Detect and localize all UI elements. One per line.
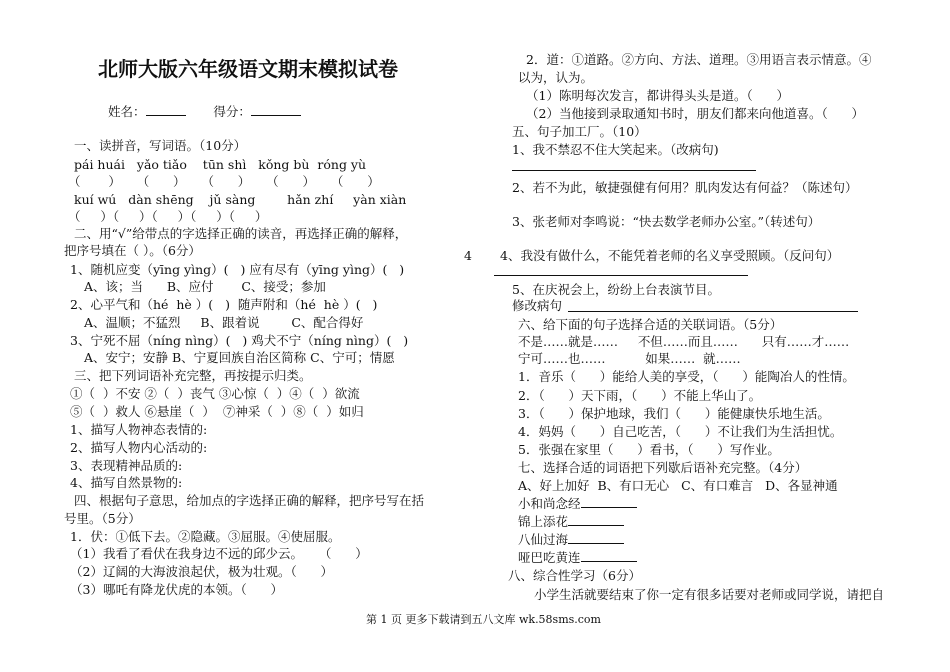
score-label: 得分： — [213, 104, 251, 119]
page-number: 4 — [464, 248, 472, 263]
q4-sentence-2: （2）辽阔的大海波浪起伏，极为壮观。（ ） — [70, 564, 334, 579]
q7-item-4 — [518, 550, 637, 566]
answer-line-5 — [568, 311, 858, 312]
q7-options: A、好上加好 B、有口无心 C、有口难言 D、各显神通 — [518, 478, 838, 493]
answer-line-1 — [512, 170, 756, 171]
q4-definition-1: 1．伏：①低下去。②隐藏。③屈服。④使屈服。 — [70, 529, 341, 544]
q6-sentence-3: 3．（ ）保护地球，我们（ ）能健康快乐地生活。 — [518, 406, 830, 421]
q6-sentence-5: 5．张强在家里（ ）看书，（ ）写作业。 — [518, 442, 780, 457]
section-4-heading-cont: 号里。（5分） — [64, 511, 141, 526]
q4-sentence-4: （1）陈明每次发言，都讲得头头是道。（ ） — [526, 88, 790, 103]
q7-item-2-blank — [568, 514, 624, 526]
q6-sentence-2: 2．（ ）天下雨，（ ）不能上华山了。 — [518, 388, 762, 403]
score-blank — [251, 104, 301, 116]
q5-item-3: 3、张老师对李鸣说：“快去数学老师办公室。”（转述句） — [512, 214, 821, 229]
q2-item-2: 2、心平气和（hé hè ）( ) 随声附和（hé hè ）( ) — [70, 297, 378, 312]
section-2-heading: 二、用“√”给带点的字选择正确的读音，再选择正确的解释， — [74, 226, 408, 241]
q3-category-3: 3、表现精神品质的: — [70, 458, 183, 473]
q7-item-3-text: 八仙过海 — [518, 532, 569, 547]
q6-sentence-4: 4．妈妈（ ）自己吃苦，（ ）不让我们为生活担忧。 — [518, 424, 843, 439]
q7-item-2 — [518, 514, 624, 530]
section-2-heading-cont: 把序号填在（ ）。（6分） — [64, 243, 201, 258]
q6-options-row-2: 宁可……也…… 如果…… 就…… — [518, 351, 741, 366]
section-3-heading: 三、把下列词语补充完整，再按提示归类。 — [74, 368, 312, 383]
section-7-heading: 七、选择合适的词语把下列歇后语补充完整。（4分） — [518, 460, 808, 475]
q4-sentence-5: （2）当他接到录取通知书时，朋友们都来向他道喜。（ ） — [526, 106, 865, 121]
q7-item-3 — [518, 532, 624, 548]
page-title: 北师大版六年级语文期末模拟试卷 — [98, 57, 398, 81]
page-footer: 第 1 页 更多下载请到五八文库 wk.58sms.com — [366, 613, 601, 626]
q3-words-row-2: ⑤（ ）救人 ⑥悬崖（ ） ⑦神采（ ）⑧（ ）如归 — [70, 404, 364, 419]
q3-category-1: 1、描写人物神态表情的: — [70, 422, 208, 437]
name-label: 姓名： — [108, 104, 146, 119]
q7-item-1-text: 小和尚念经 — [518, 496, 581, 511]
q4-sentence-3: （3）哪吒有降龙伏虎的本领。（ ） — [70, 582, 284, 597]
blank-row-1: （ ） （ ） （ ） （ ） （ ） — [68, 174, 380, 189]
section-8-prompt: 小学生活就要结束了你一定有很多话要对老师或同学说，请把自 — [534, 587, 885, 602]
q2-item-3: 3、宁死不屈（níng nìng）( ) 鸡犬不宁（níng nìng）( ) — [70, 333, 409, 348]
q4-definition-2-cont: 以为，认为。 — [518, 70, 594, 85]
section-4-heading: 四、根据句子意思，给加点的字选择正确的解释，把序号写在括 — [74, 493, 425, 508]
q3-category-4: 4、描写自然景物的: — [70, 475, 183, 490]
q7-item-4-blank — [581, 550, 637, 562]
q5-item-4: 4、我没有做什么，不能凭着老师的名义享受照顾。（反问句） — [500, 248, 840, 263]
pinyin-row-1: pái huái yǎo tiǎo tūn shì kǒng bù róng yù — [74, 157, 367, 172]
section-8-heading: 八、综合性学习（6分） — [508, 568, 641, 583]
q4-sentence-1: （1）我看了看伏在我身边不远的邱少云。 （ ） — [70, 546, 368, 561]
q2-item-1-options: A、该；当 B、应付 C、接受；参加 — [84, 279, 326, 294]
section-5-heading: 五、句子加工厂。（10） — [512, 124, 647, 139]
q2-item-3-options: A、安宁；安静 B、宁夏回族自治区简称 C、宁可；情愿 — [84, 350, 395, 365]
q7-item-2-text: 锦上添花 — [518, 514, 569, 529]
q5-item-5-label: 修改病句 — [512, 298, 563, 313]
answer-line-4 — [494, 275, 748, 276]
q5-item-2: 2、若不为此，敏捷强健有何用？肌肉发达有何益？（陈述句） — [512, 180, 858, 195]
q6-options-row-1: 不是……就是…… 不但……而且…… 只有……才…… — [518, 334, 850, 349]
q7-item-1-blank — [581, 496, 637, 508]
pinyin-row-2: kuí wú dàn shēng jǔ sàng hǎn zhí yàn xiàn — [74, 192, 407, 207]
q3-words-row-1: ①（ ）不安 ②（ ）丧气 ③心惊（ ）④（ ）欲流 — [70, 386, 360, 401]
q2-item-1: 1、随机应变（yīng yìng）( ) 应有尽有（yīng yìng）( ) — [70, 262, 405, 277]
q6-sentence-1: 1．音乐（ ）能给人美的享受，（ ）能陶冶人的性情。 — [518, 369, 855, 384]
q7-item-1 — [518, 496, 637, 512]
q4-definition-2: 2．道：①道路。②方向、方法、道理。③用语言表示情意。④ — [526, 52, 872, 67]
q5-item-1: 1、我不禁忍不住大笑起来。（改病句) — [512, 142, 719, 157]
q3-category-2: 2、描写人物内心活动的: — [70, 440, 208, 455]
name-score-line — [108, 104, 301, 120]
name-blank — [146, 104, 186, 116]
q5-item-5: 5、在庆祝会上，纷纷上台表演节目。 — [512, 282, 720, 297]
section-6-heading: 六、给下面的句子选择合适的关联词语。（5分） — [518, 317, 783, 332]
q7-item-3-blank — [568, 532, 624, 544]
blank-row-2: （ ）（ ）（ ）（ ）（ ） — [68, 209, 268, 224]
q7-item-4-text: 哑巴吃黄连 — [518, 550, 581, 565]
q2-item-2-options: A、温顺；不猛烈 B、跟着说 C、配合得好 — [84, 315, 364, 330]
section-1-heading: 一、读拼音，写词语。（10分） — [74, 138, 247, 153]
